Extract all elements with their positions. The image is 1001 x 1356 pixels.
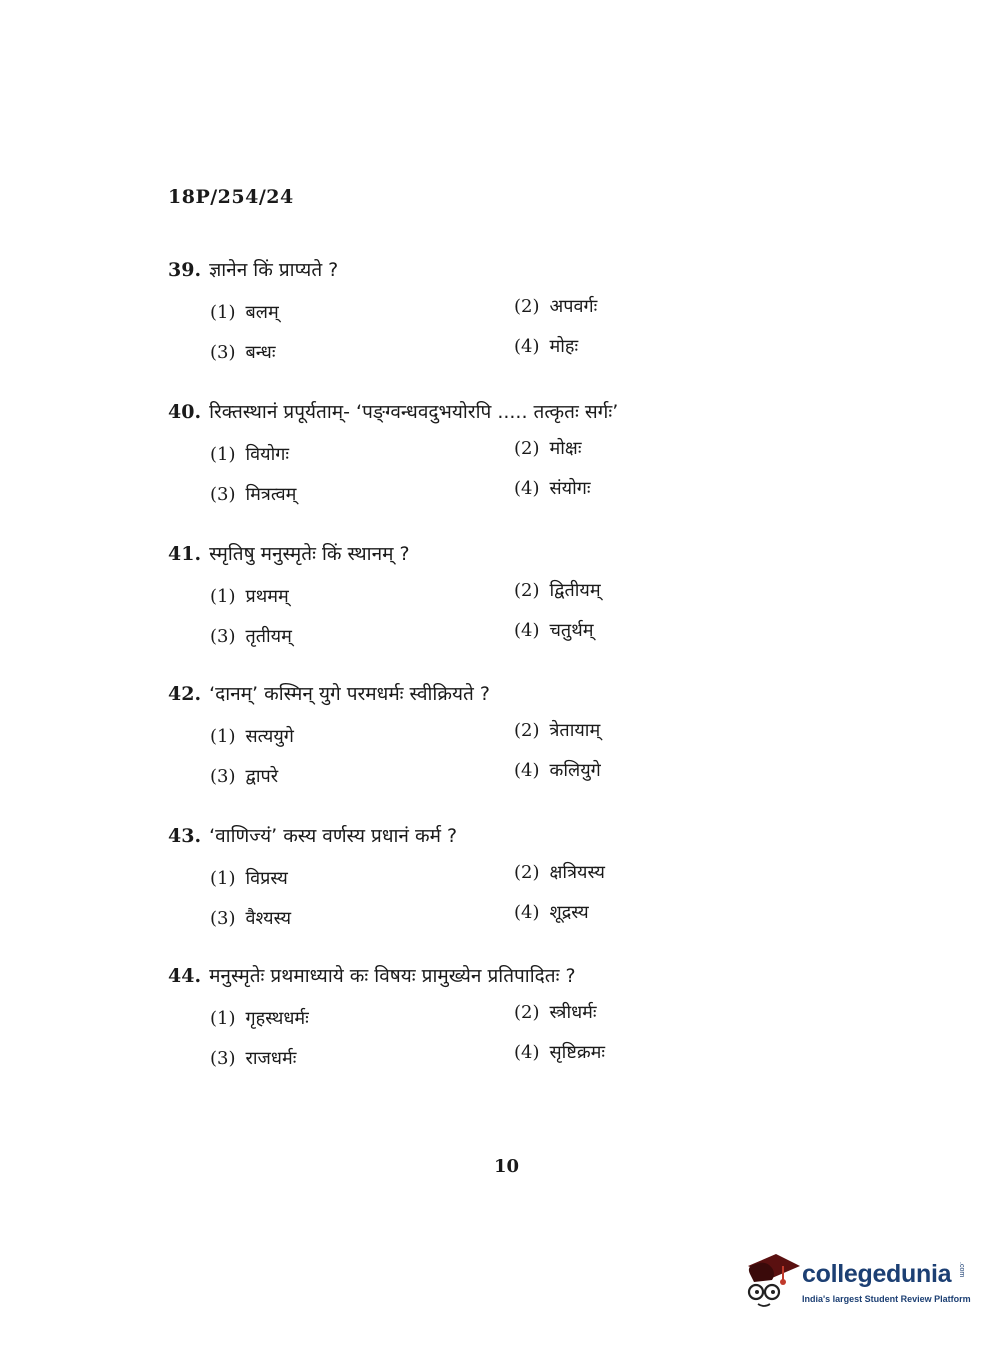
- option-text: मोहः: [549, 336, 579, 357]
- option-number: (4): [514, 478, 540, 499]
- option-number: (2): [514, 580, 540, 601]
- question-43: [168, 822, 788, 956]
- question-text: रिक्तस्थानं प्रपूर्यताम्- ‘पङ्ग्वन्धवदुभयोरपि ..... तत्कृतः सर्गः’: [209, 401, 619, 423]
- question-number: 43.: [168, 825, 202, 847]
- option-2: [514, 578, 601, 602]
- option-text: कलियुगे: [549, 760, 601, 781]
- student-mascot-icon: [742, 1252, 800, 1310]
- option-number: (3): [210, 342, 236, 363]
- option-text: सत्ययुगे: [245, 726, 294, 747]
- option-number: (3): [210, 484, 236, 505]
- option-number: (1): [210, 868, 236, 889]
- option-number: (2): [514, 862, 540, 883]
- option-text: बन्धः: [245, 342, 276, 363]
- option-text: वैश्यस्य: [245, 908, 292, 929]
- page-number: 10: [494, 1156, 520, 1177]
- option-4: [514, 334, 578, 358]
- option-number: (4): [514, 336, 540, 357]
- question-text: स्मृतिषु मनुस्मृतेः किं स्थानम् ?: [209, 543, 410, 565]
- option-3: [210, 1046, 296, 1070]
- question-39: [168, 256, 788, 390]
- option-text: द्वितीयम्: [549, 580, 601, 601]
- option-2: [514, 436, 581, 460]
- option-text: त्रेतायाम्: [549, 720, 601, 741]
- question-42: [168, 680, 788, 814]
- option-text: बलम्: [245, 302, 279, 323]
- option-number: (4): [514, 760, 540, 781]
- option-number: (3): [210, 1048, 236, 1069]
- question-number: 39.: [168, 259, 202, 281]
- option-text: मित्रत्वम्: [245, 484, 297, 505]
- option-3: [210, 340, 275, 364]
- question-text: ‘वाणिज्यं’ कस्य वर्णस्य प्रधानं कर्म ?: [209, 825, 458, 847]
- option-4: [514, 618, 593, 642]
- option-2: [514, 294, 597, 318]
- option-text: संयोगः: [549, 478, 591, 499]
- brand-suffix: .com: [958, 1262, 965, 1278]
- option-text: वियोगः: [245, 444, 290, 465]
- option-1: [210, 584, 289, 608]
- collegedunia-watermark: [742, 1250, 982, 1314]
- option-3: [210, 906, 291, 930]
- question-text: ज्ञानेन किं प्राप्यते ?: [209, 259, 339, 281]
- option-number: (1): [210, 444, 236, 465]
- brand-tagline: India's largest Student Review Platform: [802, 1294, 971, 1304]
- option-1: [210, 442, 289, 466]
- option-4: [514, 1040, 605, 1064]
- option-number: (3): [210, 626, 236, 647]
- option-text: सृष्टिक्रमः: [549, 1042, 606, 1063]
- option-4: [514, 758, 601, 782]
- option-number: (2): [514, 1002, 540, 1023]
- option-3: [210, 764, 278, 788]
- option-text: राजधर्मः: [245, 1048, 297, 1069]
- option-2: [514, 1000, 597, 1024]
- question-text: ‘दानम्’ कस्मिन् युगे परमधर्मः स्वीक्रियते ?: [209, 683, 490, 705]
- option-text: तृतीयम्: [245, 626, 292, 647]
- option-text: शूद्रस्य: [549, 902, 589, 923]
- option-number: (4): [514, 902, 540, 923]
- option-text: प्रथमम्: [245, 586, 289, 607]
- option-2: [514, 860, 605, 884]
- option-number: (4): [514, 620, 540, 641]
- option-2: [514, 718, 600, 742]
- option-1: [210, 1006, 309, 1030]
- question-41: [168, 540, 788, 674]
- paper-code: 18P/254/24: [168, 186, 294, 208]
- option-4: [514, 900, 589, 924]
- option-text: अपवर्गः: [549, 296, 598, 317]
- question-number: 44.: [168, 965, 202, 987]
- option-text: चतुर्थम्: [549, 620, 594, 641]
- question-number: 40.: [168, 401, 202, 423]
- brand-name: collegedunia: [802, 1260, 952, 1288]
- option-text: स्त्रीधर्मः: [549, 1002, 597, 1023]
- question-40: [168, 398, 788, 532]
- question-44: [168, 962, 788, 1096]
- option-1: [210, 300, 279, 324]
- question-text: मनुस्मृतेः प्रथमाध्याये कः विषयः प्रामुख्येन प्रतिपादितः ?: [209, 965, 576, 987]
- question-number: 42.: [168, 683, 202, 705]
- option-text: मोक्षः: [549, 438, 582, 459]
- option-3: [210, 624, 292, 648]
- option-4: [514, 476, 591, 500]
- option-text: क्षत्रियस्य: [549, 862, 605, 883]
- option-number: (1): [210, 1008, 236, 1029]
- option-number: (4): [514, 1042, 540, 1063]
- option-3: [210, 482, 296, 506]
- option-text: गृहस्थधर्मः: [245, 1008, 309, 1029]
- option-text: द्वापरे: [245, 766, 279, 787]
- option-1: [210, 866, 288, 890]
- option-number: (2): [514, 438, 540, 459]
- option-number: (3): [210, 766, 236, 787]
- option-number: (3): [210, 908, 236, 929]
- option-number: (1): [210, 302, 236, 323]
- question-number: 41.: [168, 543, 202, 565]
- option-number: (1): [210, 726, 236, 747]
- option-number: (2): [514, 296, 540, 317]
- option-number: (2): [514, 720, 540, 741]
- option-text: विप्रस्य: [245, 868, 288, 889]
- option-1: [210, 724, 294, 748]
- option-number: (1): [210, 586, 236, 607]
